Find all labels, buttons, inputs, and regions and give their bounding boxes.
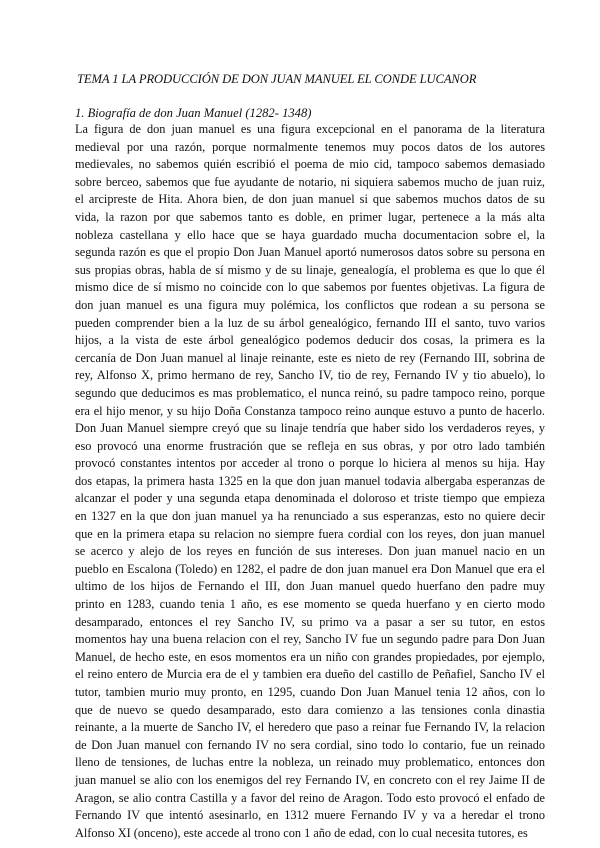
body-line: Alfonso XI (onceno), este accede al trono con 1 año de edad, con lo cual necesita tutores, es xyxy=(75,825,528,840)
body-line: juan manuel se alio con los enemigos del rey Fernando IV, en concreto con el rey Jaime II de xyxy=(75,772,545,787)
document-title: TEMA 1 LA PRODUCCIÓN DE DON JUAN MANUEL EL CONDE LUCANOR xyxy=(77,72,477,86)
body-line: alcanzar el poder y una segunda etapa denominada el doloroso et triste tiempo que empieza xyxy=(75,491,545,506)
body-line: medievales, no sabemos quién escribió el poema de mio cid, tampoco sabemos demasiado xyxy=(75,157,545,172)
body-line: desamparado, entonces el rey Sancho IV, su primo va a pasar a ser su tutor, en estos xyxy=(75,614,545,629)
body-line: era el hijo menor, y su hijo Doña Constanza tampoco reino aunque estuvo a punto de hacerlo. xyxy=(75,403,545,418)
body-line: se acerco y alejo de los reyes en función de sus intereses. Don juan manuel nacio en un xyxy=(75,544,545,559)
body-line: reinante, a la muerte de Sancho IV, el heredero que paso a reinar fue Fernando IV, la relacion xyxy=(75,720,545,735)
body-line: tutor, tambien murio muy pronto, en 1295, cuando Don Juan Manuel tenia 12 años, con lo xyxy=(75,685,545,699)
body-line: mismo dice de sí mismo no coincide con lo que sabemos por fuentes objetivas. La figura de xyxy=(75,280,545,295)
body-line: nobleza castellana y ello hace que se haya guardado mucha documentacion sobre el, la xyxy=(75,227,545,242)
body-line: eso provocó una enorme frustración que se refleja en sus obras, y por otro lado también xyxy=(75,438,545,453)
section-heading: 1. Biografía de don Juan Manuel (1282- 1348) xyxy=(75,106,312,120)
body-line: don juan manuel es una figura muy polémica, los conflictos que rodean a su persona se xyxy=(75,297,545,312)
body-line: que de nuevo se quedo desamparado, esto dara comienzo a las tensiones conla dinastia xyxy=(75,702,545,717)
body-line: vida, la razon por que sabemos tanto es doble, en primer lugar, pertenece a la más alta xyxy=(75,209,545,224)
body-line: Aragon, se alio contra Castilla y a favor del reino de Aragon. Todo esto provocó el enfado de xyxy=(75,790,545,805)
body-text xyxy=(75,121,545,842)
body-line: sus propias obras, habla de sí mismo y de su linaje, genealogía, el problema es que lo que él xyxy=(75,262,545,277)
body-line: el arcipreste de Hita. Ahora bien, de don juan manuel si que sabemos muchos datos de su xyxy=(75,192,545,207)
body-line: el reino entero de Murcia era de el y tambien era dueño del castillo de Peñafiel, Sancho IV el xyxy=(75,667,545,682)
body-line: pueblo en Escalona (Toledo) en 1282, el padre de don juan manuel era Don Manuel que era el xyxy=(75,561,545,576)
body-line: que en la primera etapa su relacion no siempre fuera cordial con los reyes, don juan manuel xyxy=(75,526,545,541)
body-line: ultimo de los hijos de Fernando el III, don Juan manuel quedo huerfano den padre muy xyxy=(75,579,545,594)
body-line: sobre berceo, sabemos que fue ayudante de notario, ni siquiera sabemos mucho de juan ruiz, xyxy=(75,174,545,189)
body-line: Don Juan Manuel siempre creyó que su linaje tendría que haber sido los verdaderos reyes, y xyxy=(75,421,545,436)
body-line: de Don Juan manuel con fernando IV no sera cordial, sino todo lo contario, fue un reinado xyxy=(75,737,545,752)
body-line: segundo que deducimos es mas problematico, el nunca reinó, su padre tampoco reino, porque xyxy=(75,385,545,400)
body-line: momentos hay una buena relacion con el rey, Sancho IV fue un segundo padre para Don Juan xyxy=(75,632,545,647)
body-line: Manuel, de hecho este, en esos momentos era un niño con grandes propiedades, por ejemplo, xyxy=(75,649,545,664)
body-line: segunda razón es que el propio Don Juan Manuel aportó numerosos datos sobre su persona en xyxy=(75,245,545,260)
body-line: medieval por una razón, porque normalmente tenemos muy pocos datos de los autores xyxy=(75,139,545,154)
body-line: printo en 1283, cuando tenia 1 año, es ese momento se queda huerfano y en cierto modo xyxy=(75,597,545,612)
body-line: provocó constantes intentos por acceder al trono o porque lo hiciera al menos su hija. Hay xyxy=(75,456,545,471)
body-line: pueden comprender bien a la luz de su árbol genealógico, fernando III el santo, tuvo varios xyxy=(75,315,545,330)
body-line: en 1327 en la que don juan manuel ya ha renunciado a sus esperanzas, esto no quiere decir xyxy=(75,509,545,524)
body-line: cercanía de Don Juan manuel al linaje reinante, este es nieto de rey (Fernando III, sobrina de xyxy=(75,350,545,365)
body-line: hijos, a la vista de este árbol genealógico podemos deducir dos cosas, la primera es la xyxy=(75,333,545,348)
body-line: rey, Alfonso X, primo hermano de rey, Sancho IV, tio de rey, Fernando IV y tio abuelo), lo xyxy=(75,368,545,383)
body-line: Fernando IV que intentó asesinarlo, en 1312 muere Fernando IV y va a heredar el trono xyxy=(75,808,545,823)
body-line: dos etapas, la primera hasta 1325 en la que don juan manuel todavia albergaba esperanzas de xyxy=(75,473,545,488)
body-line: lleno de tensiones, de luchas entre la nobleza, un reinado muy problematico, entonces don xyxy=(75,755,545,770)
body-line: La figura de don juan manuel es una figura excepcional en el panorama de la literatura xyxy=(75,122,545,136)
